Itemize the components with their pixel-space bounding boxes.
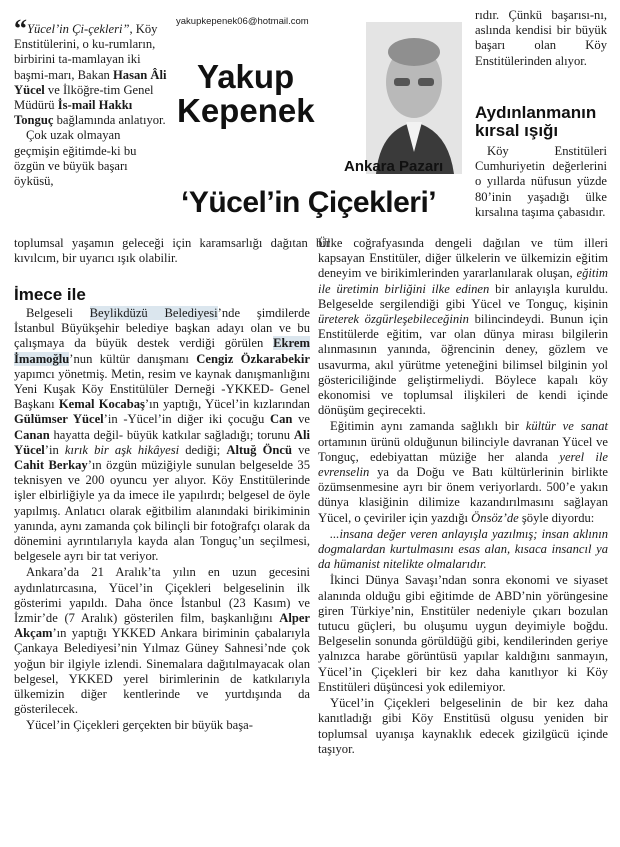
intro-paragraph-2-cont: toplumsal yaşamın geleceği için karamsarlığı dağıtan bir kıvılcım, bir uyarıcı ışık olabilir. (14, 236, 330, 266)
author-email[interactable]: yakupkepenek06@hotmail.com (176, 16, 309, 27)
quote-title: Yücel’in Çi-çekleri” (27, 22, 130, 36)
intro-text: , Köy Enstitülerini, o ku-rumların, birbirini ta-mamlayan iki başmi-marı, Bakan (14, 22, 158, 82)
right-paragraph-4: İkinci Dünya Savaşı’ndan sonra ekonomi ve siyaset alanında olduğu gibi eğitimde de ABD’nin yörüngesine giren Türkiye’nin, Enstitüler nedeniyle çıkarı bozulan tutucu güçleri, bu oluşumu uygun deyimiyle boğdu. Belgeselin sonunda görüldüğü gibi, kendilerinden geriye yalnızca harabe görüntüsü yapılar kaldığını sanmayın, Yücel’in Çiçekleri bir kez daha kanıtlıyor ki Köy Enstitüleri düşüncesi yok edilemiyor. (318, 573, 608, 694)
author-name (177, 60, 315, 128)
left-column-body (14, 306, 310, 735)
right-paragraph-2: Eğitimin aynı zamanda sağlıklı bir kültür ve sanat ortamının ürünü olduğunun bilinciyle davranan Yücel ve Tonguç, edebiyattan müziğe her alanda yerel ile evrenselin ya da Doğu ve Batı kültürlerinin birlikte özümsenmesine ayrı bir önem veriyorlardı. 500’e yakın dünya klasiğinin dilimize kazandırılmasını sağlayan Yücel, o çeviriler için yazdığı Önsöz’de şöyle diyordu: (318, 419, 608, 525)
intro-text: bağlamında anlatıyor. (53, 113, 166, 128)
author-photo (366, 22, 462, 174)
highlight-imamoglu: Ekrem İmamoğlu (14, 336, 310, 366)
headline: ‘Yücel’in Çiçekleri’ (181, 186, 437, 219)
imece-paragraph-1: Belgeseli Beylikdüzü Belediyesi’nde şimdilerde İstanbul Büyükşehir belediye başkan adayı olan ve bu çalışmaya da büyük destek verdiği görülen Ekrem İmamoğlu’nun kültür danışmanı Cengiz Özkarabekir yapımcı yönetmiş. Metin, resim ve kaynak danışmanlığını Yeni Kuşak Köy Enstitülüler Derneği -YKKED- Genel Başkanı Kemal Kocabaş’ın yaptığı, Yücel’in kızlarından Gülümser Yücel’in -Yücel’in diğer iki çocuğu Can ve Canan hayatta değil- büyük katkılar sağladığı; torunu Ali Yücel’in kırık bir aşk hikâyesi dediği; Altuğ Öncü ve Cahit Berkay’ın özgün müziğiyle sunulan belgeselde 35 teknisyen ve 200 oyuncu yer alıyor. Köy Enstitülerinde işler elbirliğiyle ya da imece ile yapılırdı; belgesel de öyle yapılmış. Anlatıcı olarak eğitbilim alanındaki birikiminin yanında, aynı zamanda çok bilinçli bir fotoğrafçı olarak da dönemini ayrıntılarıyla kayda alan Tonguç’un seçilmesi, belgesele ayrı bir tat veriyor. (14, 306, 310, 564)
portrait-image (366, 22, 462, 174)
imece-paragraph-3: Yücel’in Çiçekleri gerçekten bir büyük başa- (26, 718, 253, 733)
quote-mark: “ (14, 14, 27, 43)
subheading-aydinlanma: Aydınlanmanın kırsal ışığı (475, 103, 597, 140)
author-first-name: Yakup (197, 58, 295, 95)
right-column-body (318, 236, 608, 758)
intro-quote (14, 14, 168, 189)
right-paragraph-5: Yücel’in Çiçekleri belgeselinin de bir kez daha kanıtladığı gibi Köy Enstitüsü olgusu yeniden bir toplumsal uyanışa kaynaklık edecek gizilgücü içinde taşıyor. (318, 696, 608, 756)
imece-paragraph-2: Ankara’da 21 Aralık’ta yılın en uzun gecesini aydınlatırcasına, Yücel’in Çiçekleri belgeselinin ilk gösterimi yapıldı. Daha önce İstanbul (23 Kasım) ve İzmir’de (7 Aralık) gösterilen film, başkanlığını Alper Akçam’ın yaptığı YKKED Ankara biriminin çabalarıyla Çankaya Belediyesi’nin Yılmaz Güney Sahnesi’nde çok yoğun bir ilgiyle izlendi. Sinemalara dağıtılmayacak olan belgesel, YKKED yerel birimlerinin de katkılarıyla ülkemizin diğer kentlerinde ve yurtdışında da gösterilecek. (14, 565, 310, 717)
intro-paragraph-2: Çok uzak olmayan geçmişin eğitimde-ki bu özgün ve büyük başarı öyküsü, (14, 128, 137, 189)
right-p1-text: Köy Enstitüleri Cumhuriyetin değerlerini o yıllarda nüfusun yüzde 80’inin yaşadığı ülke kırsalına taşıma çabasıdır. (475, 144, 607, 219)
highlight-beylikduzu: Beylikdüzü Belediyesi (89, 306, 218, 320)
subheading-imece: İmece ile (14, 285, 86, 304)
right-top-text (475, 8, 607, 70)
name-hasan-ali-yucel: Hasan Âli Yücel (14, 67, 167, 97)
right-paragraph-cont: Ülke coğrafyasında dengeli dağılan ve tüm illeri kapsayan Enstitüler, diğer ülkelerin ve ülkemizin eğitim deneyim ve birikimlerinden yararlanılarak oluşan, eğitim ile üretimin birliğini ilke edinen bir anlayışla kuruldu. Belgeselde sergilendiği gibi Yücel ve Tonguç, kişinin üreterek özgürleşebileceğinin bilincindeydi. Bunun için Enstitülerde eğitim, var olan dünya mirası bilgilerin alınmasının yanında, öğrencinin deney, gözlem ve usavurma, akıl yürütme yeteneğini bilimsel bilginin yol göstericiliğinde geliştirmeliydi. Böylece kapalı köy ekonomisi ve toplumsal ilişkileri de kendi içinde dönüşüm geçirecekti. (318, 236, 608, 418)
author-last-name: Kepenek (177, 92, 315, 129)
right-paragraph-1 (475, 144, 607, 221)
right-top-paragraph: rıdır. Çünkü başarısı-nı, aslında kendisi bir büyük başarı olan Köy Enstitülerinden alıyor. (475, 8, 607, 68)
name-ismail-hakki-tonguc: İs-mail Hakkı Tonguç (14, 98, 133, 128)
right-quote: ...insana değer veren anlayışla yazılmış; insan aklının dogmalardan kurtulmasını esas alan, kısaca insancıl ya da hümanist nitelikte olmalarıdır. (318, 526, 608, 572)
intro-text: ve İlköğre-tim Genel Müdürü (14, 82, 154, 113)
column-name: Ankara Pazarı (344, 158, 444, 175)
